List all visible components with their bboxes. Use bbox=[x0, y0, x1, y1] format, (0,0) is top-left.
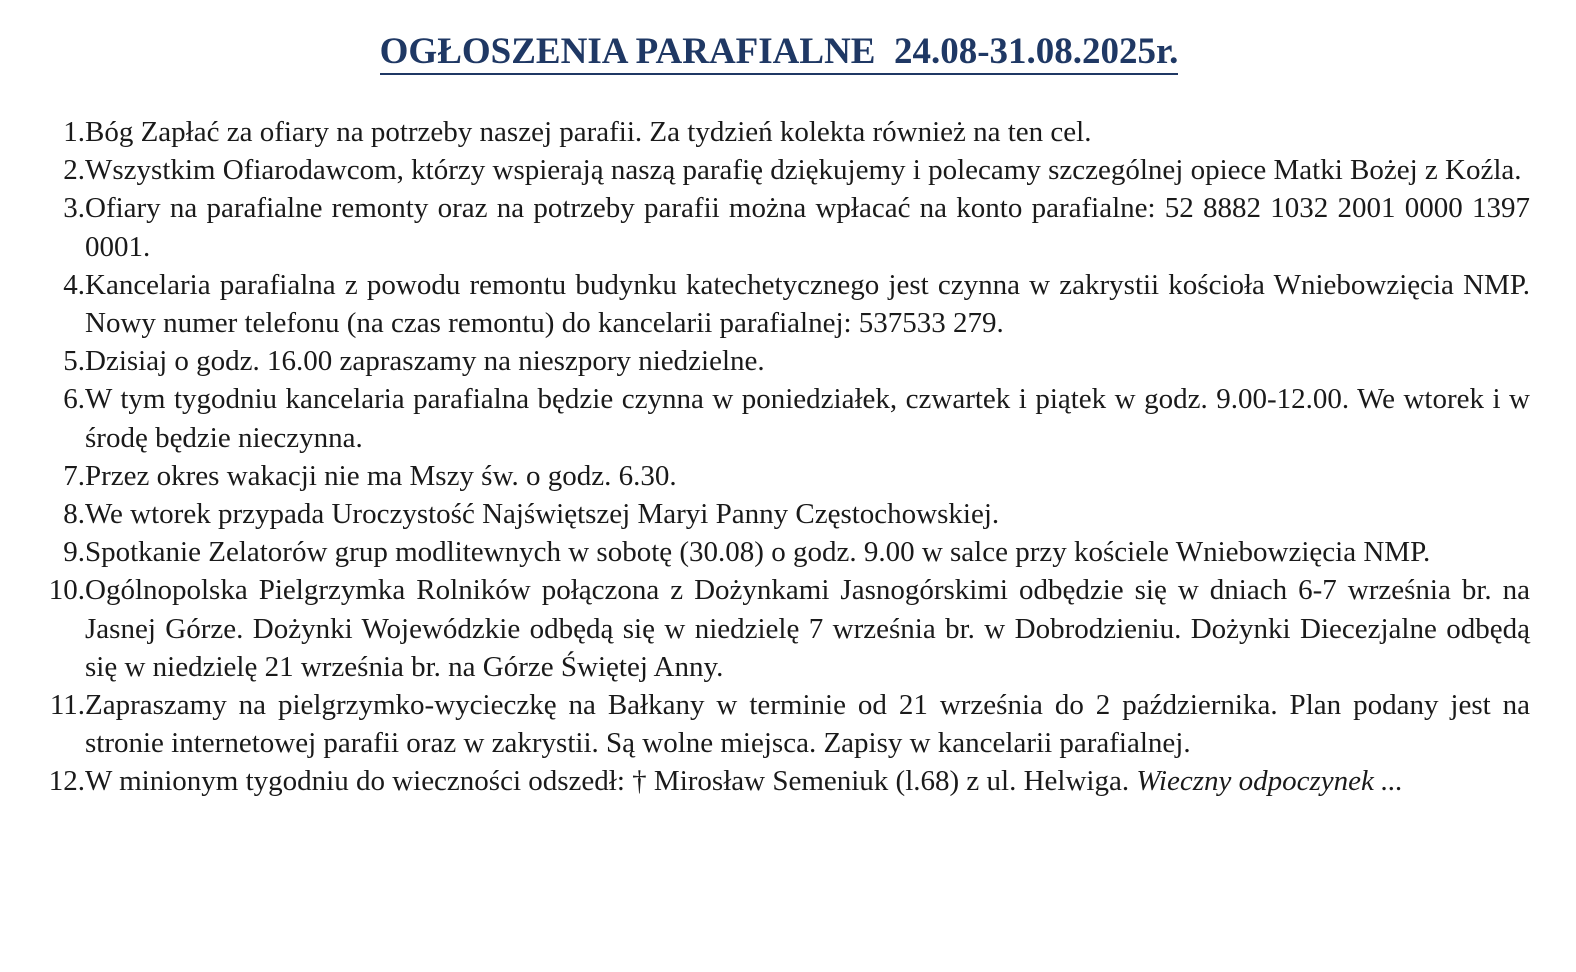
list-item bbox=[28, 457, 1530, 495]
item-text: Ogólnopolska Pielgrzymka Rolników połączona z Dożynkami Jasnogórskimi odbędzie się w dniach 6-7 września br. na Jasnej Górze. Dożynki Wojewódzkie odbędą się w niedzielę 7 września br. w Dobrodzieniu. Dożynki Diecezjalne odbędą się w niedzielę 21 września br. na Górze Świętej Anny. bbox=[85, 574, 1530, 683]
list-item bbox=[28, 151, 1530, 189]
item-text: Spotkanie Zelatorów grup modlitewnych w sobotę (30.08) o godz. 9.00 w salce przy kościele Wniebowzięcia NMP. bbox=[85, 536, 1431, 569]
list-item bbox=[28, 189, 1530, 265]
list-item bbox=[28, 533, 1530, 571]
item-number: 8. bbox=[63, 498, 85, 531]
list-item bbox=[28, 380, 1530, 456]
item-number: 11. bbox=[49, 689, 85, 722]
item-number: 12. bbox=[48, 765, 85, 798]
list-item bbox=[28, 113, 1530, 151]
item-text: W tym tygodniu kancelaria parafialna będzie czynna w poniedziałek, czwartek i piątek w godz. 9.00-12.00. We wtorek i w środę będzie nieczynna. bbox=[85, 383, 1530, 454]
item-number: 1. bbox=[63, 116, 85, 148]
list-item bbox=[28, 571, 1530, 686]
page-title bbox=[28, 26, 1530, 78]
item-number: 7. bbox=[63, 459, 85, 492]
item-text: Wszystkim Ofiarodawcom, którzy wspierają naszą parafię dziękujemy i polecamy szczególnej opiece Matki Bożej z Koźla. bbox=[85, 154, 1522, 187]
item-text: Dzisiaj o godz. 16.00 zapraszamy na nieszpory niedzielne. bbox=[85, 345, 765, 378]
item-number: 9. bbox=[63, 536, 85, 569]
item-number: 4. bbox=[63, 268, 85, 301]
item-text: W minionym tygodniu do wieczności odszedł: † Mirosław Semeniuk (l.68) z ul. Helwiga. bbox=[85, 765, 1130, 798]
item-text: Zapraszamy na pielgrzymko-wycieczkę na Bałkany w terminie od 21 września do 2 października. Plan podany jest na stronie internetowej parafii oraz w zakrystii. Są wolne miejsca. Zapisy w kancelarii parafialnej. bbox=[85, 689, 1530, 760]
item-text: Kancelaria parafialna z powodu remontu budynku katechetycznego jest czynna w zakrystii kościoła Wniebowzięcia NMP. Nowy numer telefonu (na czas remontu) do kancelarii parafialnej: 537533 279. bbox=[85, 268, 1530, 340]
list-item bbox=[28, 686, 1530, 762]
list-item bbox=[28, 342, 1530, 380]
item-number: 5. bbox=[63, 345, 85, 378]
list-item bbox=[28, 266, 1530, 342]
item-italic-text: Wieczny odpoczynek ... bbox=[1136, 765, 1403, 798]
item-number: 10. bbox=[48, 574, 85, 607]
item-text: Przez okres wakacji nie ma Mszy św. o godz. 6.30. bbox=[85, 459, 677, 492]
item-number: 2. bbox=[63, 154, 85, 187]
item-number: 3. bbox=[63, 192, 85, 225]
item-text: We wtorek przypada Uroczystość Najświętszej Maryi Panny Częstochowskiej. bbox=[85, 498, 1000, 531]
page-title-text: OGŁOSZENIA PARAFIALNE 24.08-31.08.2025r. bbox=[380, 31, 1179, 75]
item-text: Bóg Zapłać za ofiary na potrzeby naszej parafii. Za tydzień kolekta również na ten cel. bbox=[85, 116, 1092, 148]
list-item bbox=[28, 762, 1530, 800]
list-item bbox=[28, 495, 1530, 533]
announcement-list bbox=[28, 113, 1530, 801]
item-number: 6. bbox=[63, 383, 85, 416]
item-text: Ofiary na parafialne remonty oraz na potrzeby parafii można wpłacać na konto parafialne: 52 8882 1032 2001 0000 1397 0001. bbox=[85, 192, 1530, 263]
